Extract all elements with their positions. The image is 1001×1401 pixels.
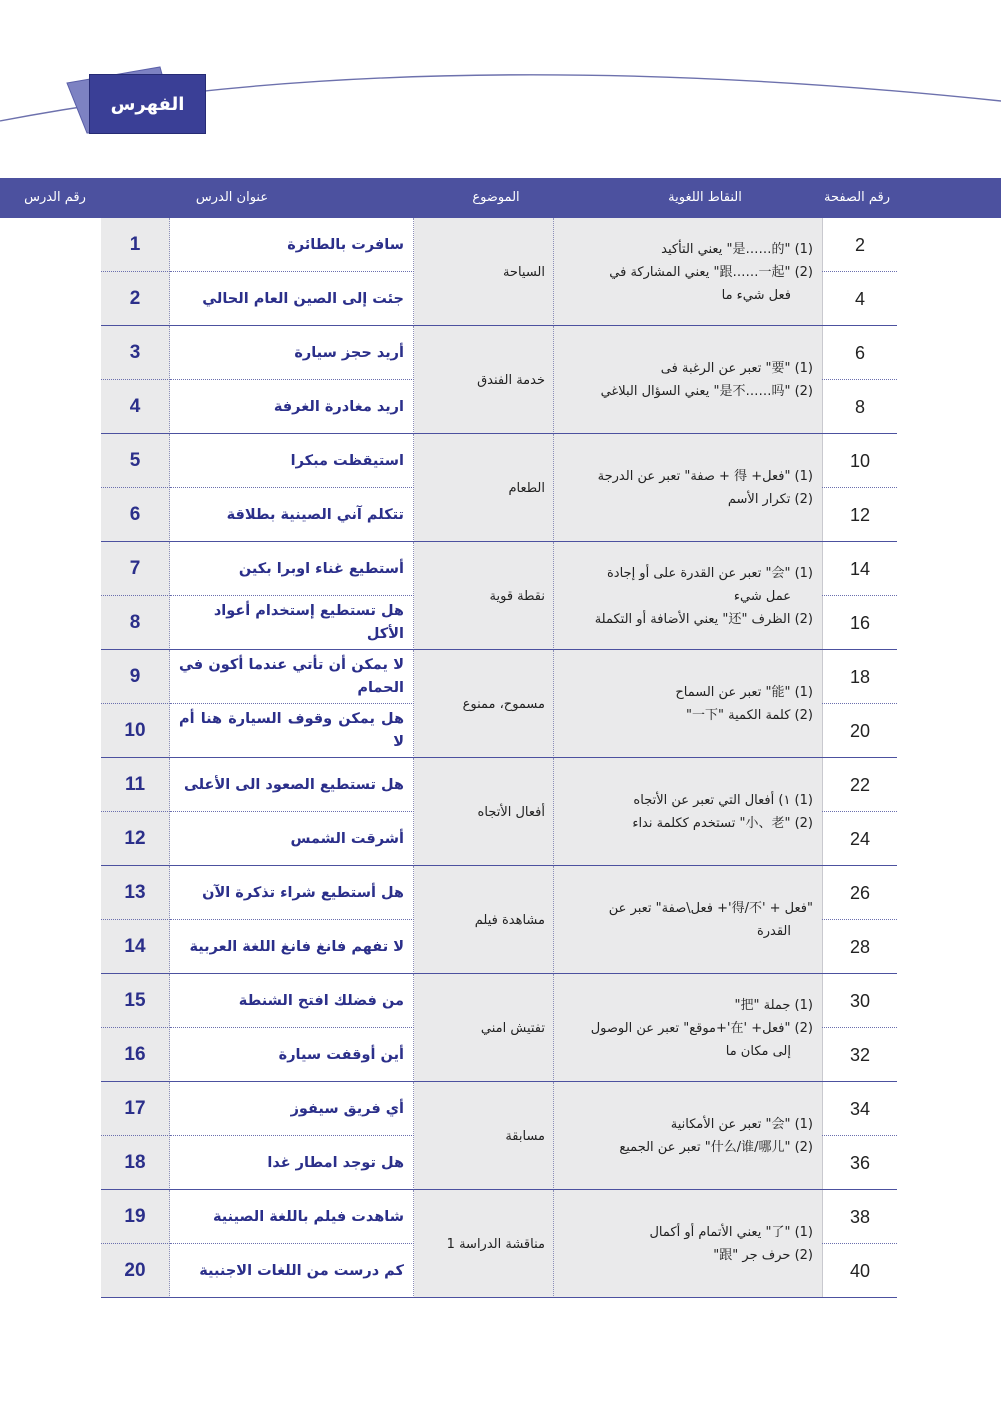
grammar-line: فعل شيء ما — [721, 287, 791, 303]
row-divider — [822, 595, 897, 596]
page-number: 38 — [849, 1206, 871, 1227]
page-number-cell — [823, 542, 897, 596]
topic-text: مشاهدة فيلم — [474, 912, 545, 928]
toc-group — [101, 218, 897, 326]
page-number-cell — [823, 866, 897, 920]
grammar-points — [554, 542, 822, 650]
grammar-column — [554, 326, 822, 434]
toc-group — [101, 650, 897, 758]
lesson-number: 4 — [129, 396, 141, 417]
page-number-cell — [823, 974, 897, 1028]
page-number: 4 — [854, 288, 865, 309]
toc-group — [101, 1190, 897, 1298]
page-number-cell — [823, 326, 897, 380]
row-divider — [101, 487, 170, 488]
row-divider — [101, 1243, 170, 1244]
grammar-line: (2) "فعل+ '在'+موقع" تعبر عن الوصول — [590, 1020, 813, 1036]
lesson-title-column — [170, 974, 414, 1082]
grammar-line: (2) "是不……吗" يعني السؤال البلاغي — [600, 384, 813, 399]
lesson-title[interactable]: أستطيع غناء اوبرا بكين — [238, 560, 404, 577]
lesson-number: 2 — [129, 288, 141, 309]
lesson-number-column — [101, 218, 170, 326]
lesson-title-cell — [170, 1028, 413, 1082]
grammar-column — [554, 542, 822, 650]
page-number-cell — [823, 1136, 897, 1190]
page-number: 36 — [849, 1152, 871, 1173]
page-number-column — [822, 542, 897, 650]
grammar-line: (2) كلمة الكمية "一下" — [686, 708, 813, 723]
page-number: 26 — [849, 882, 871, 903]
page-number-cell — [823, 596, 897, 650]
toc-group — [101, 758, 897, 866]
lesson-title-column — [170, 866, 414, 974]
lesson-number-cell — [101, 920, 169, 974]
lesson-title[interactable]: هل أستطيع شراء تذكرة الآن — [202, 884, 404, 901]
lesson-number: 11 — [124, 774, 146, 795]
header-page-number: رقم الصفحة — [823, 190, 891, 205]
grammar-column — [554, 974, 822, 1082]
page-number-cell — [823, 218, 897, 272]
grammar-line: (2) حرف جر "跟" — [713, 1248, 813, 1263]
page-number-column — [822, 1082, 897, 1190]
grammar-line: (2) تكرار الأسم — [727, 492, 813, 507]
lesson-number: 16 — [124, 1044, 146, 1065]
lesson-number: 18 — [124, 1152, 146, 1173]
row-divider — [822, 379, 897, 380]
page-number-cell — [823, 1082, 897, 1136]
toc-rows — [101, 218, 897, 1296]
page-number-column — [822, 434, 897, 542]
lesson-number-column — [101, 1190, 170, 1298]
lesson-number-cell — [101, 542, 169, 596]
topic-column — [414, 326, 554, 434]
lesson-number-cell — [101, 434, 169, 488]
topic-text: الطعام — [508, 480, 545, 496]
table-header — [0, 178, 1001, 218]
lesson-number-cell — [101, 1190, 169, 1244]
page-number-cell — [823, 488, 897, 542]
topic-column — [414, 758, 554, 866]
grammar-line: (1) "要" تعبر عن الرغبة فى — [660, 361, 813, 376]
row-divider — [101, 919, 170, 920]
lesson-title-cell — [170, 1190, 413, 1244]
grammar-column — [554, 434, 822, 542]
lesson-title[interactable]: اريد مغادرة الغرفة — [273, 398, 404, 415]
grammar-line: (2) "什么/谁/哪儿" تعبر عن الجميع — [619, 1140, 813, 1155]
page-title-text: الفهرس — [110, 93, 185, 115]
grammar-line: (1) "能" تعبر عن السماح — [675, 685, 813, 700]
page-number-column — [822, 650, 897, 758]
toc-group — [101, 542, 897, 650]
page-number-cell — [823, 1190, 897, 1244]
grammar-points — [554, 1190, 822, 1298]
lesson-title-cell — [170, 920, 413, 974]
lesson-title[interactable]: تتكلم آني الصينية بطلاقة — [226, 506, 404, 523]
page-number-cell — [823, 272, 897, 326]
lesson-title[interactable]: هل يمكن وقوف السيارة هنا أم لا — [179, 711, 404, 750]
row-divider — [101, 1027, 170, 1028]
grammar-points — [554, 974, 822, 1082]
lesson-number-cell — [101, 1082, 169, 1136]
page-number: 28 — [849, 936, 871, 957]
lesson-number-cell — [101, 866, 169, 920]
lesson-title-cell — [170, 596, 413, 650]
page-number: 34 — [849, 1098, 871, 1119]
grammar-points — [554, 866, 822, 974]
lesson-title[interactable]: أي فريق سيفوز — [290, 1100, 404, 1117]
grammar-line: (1) ١) أفعال التي تعبر عن الأتجاه — [633, 793, 813, 808]
group-divider — [101, 1297, 897, 1298]
page-number: 6 — [854, 342, 865, 363]
row-divider — [170, 1135, 414, 1136]
row-divider — [170, 703, 414, 704]
lesson-title-cell — [170, 866, 413, 920]
page-number: 30 — [849, 990, 871, 1011]
topic-column — [414, 866, 554, 974]
grammar-line: (1) "会" تعبر عن القدرة على أو إجادة — [606, 565, 813, 581]
lesson-number: 8 — [129, 612, 141, 633]
topic-text: مسابقة — [505, 1128, 545, 1144]
page-number-cell — [823, 704, 897, 758]
lesson-title[interactable]: كم درست من اللغات الاجنبية — [199, 1262, 404, 1279]
lesson-number: 20 — [124, 1260, 146, 1281]
page-number-cell — [823, 1244, 897, 1298]
lesson-number-cell — [101, 380, 169, 434]
grammar-column — [554, 866, 822, 974]
topic-column — [414, 434, 554, 542]
lesson-number: 10 — [124, 720, 146, 741]
grammar-points — [554, 650, 822, 758]
row-divider — [101, 379, 170, 380]
lesson-number-column — [101, 650, 170, 758]
grammar-column — [554, 218, 822, 326]
page-number: 12 — [849, 504, 871, 525]
lesson-number-cell — [101, 326, 169, 380]
lesson-number-column — [101, 866, 170, 974]
page-number-column — [822, 1190, 897, 1298]
lesson-title-cell — [170, 704, 413, 758]
page-number-cell — [823, 1028, 897, 1082]
toc-group — [101, 866, 897, 974]
topic-text: نقطة قوية — [489, 588, 545, 604]
lesson-number-cell — [101, 596, 169, 650]
lesson-title-cell — [170, 974, 413, 1028]
lesson-number-cell — [101, 650, 169, 704]
lesson-title-column — [170, 326, 414, 434]
toc-group — [101, 434, 897, 542]
toc-group — [101, 1082, 897, 1190]
page-number: 10 — [849, 450, 871, 471]
lesson-title-cell — [170, 218, 413, 272]
lesson-number-cell — [101, 974, 169, 1028]
lesson-title-column — [170, 218, 414, 326]
grammar-column — [554, 1082, 822, 1190]
lesson-title[interactable]: لا تفهم فانغ فانغ اللغة العربية — [189, 938, 404, 955]
lesson-title-cell — [170, 326, 413, 380]
topic-column — [414, 1082, 554, 1190]
lesson-title-column — [170, 650, 414, 758]
lesson-number: 17 — [124, 1098, 146, 1119]
page-title — [89, 74, 206, 134]
lesson-number-cell — [101, 1136, 169, 1190]
lesson-title[interactable]: هل توجد امطار غدا — [267, 1154, 404, 1171]
lesson-number: 9 — [129, 666, 141, 687]
grammar-column — [554, 758, 822, 866]
lesson-number-cell — [101, 758, 169, 812]
toc-group — [101, 326, 897, 434]
row-divider — [170, 1027, 414, 1028]
lesson-number-column — [101, 326, 170, 434]
grammar-line: "فعل + '得/不'+ فعل\صفة" تعبر عن — [608, 901, 813, 916]
lesson-title-cell — [170, 758, 413, 812]
page-number-cell — [823, 812, 897, 866]
topic-text: خدمة الفندق — [477, 372, 545, 388]
lesson-title[interactable]: لا يمكن أن تأتي عندما أكون في الحمام — [179, 657, 404, 696]
page-number-cell — [823, 380, 897, 434]
row-divider — [101, 271, 170, 272]
lesson-title-column — [170, 1082, 414, 1190]
topic-column — [414, 974, 554, 1082]
row-divider — [170, 379, 414, 380]
page-number: 14 — [849, 558, 871, 579]
lesson-number-cell — [101, 272, 169, 326]
lesson-number: 5 — [129, 450, 141, 471]
topic-column — [414, 542, 554, 650]
grammar-line: (2) "跟……一起" يعني المشاركة في — [609, 264, 813, 280]
lesson-number-cell — [101, 812, 169, 866]
row-divider — [101, 703, 170, 704]
lesson-title[interactable]: أشرقت الشمس — [290, 830, 404, 847]
grammar-line: (1) "فعل+ 得 + صفة" تعبر عن الدرجة — [597, 469, 813, 484]
page-number: 32 — [849, 1044, 871, 1065]
lesson-number-column — [101, 434, 170, 542]
row-divider — [822, 919, 897, 920]
toc-group — [101, 974, 897, 1082]
page-number-column — [822, 218, 897, 326]
row-divider — [170, 271, 414, 272]
page-number-cell — [823, 758, 897, 812]
lesson-title[interactable]: هل تستطيع الصعود الى الأعلى — [183, 776, 404, 793]
topic-text: تفتيش امني — [480, 1020, 545, 1036]
header-lesson-title: عنوان الدرس — [195, 190, 269, 205]
lesson-number-cell — [101, 488, 169, 542]
lesson-title-cell — [170, 488, 413, 542]
grammar-points — [554, 218, 822, 326]
lesson-number-column — [101, 1082, 170, 1190]
lesson-number: 12 — [124, 828, 146, 849]
page-number: 24 — [849, 828, 871, 849]
row-divider — [170, 1243, 414, 1244]
page-number-cell — [823, 434, 897, 488]
page-number: 18 — [849, 666, 871, 687]
header-grammar: النقاط اللغوية — [668, 190, 742, 205]
header-topic: الموضوع — [472, 190, 520, 205]
lesson-number: 19 — [124, 1206, 146, 1227]
grammar-line: (2) الظرف "还" يعني الأضافة أو التكملة — [594, 611, 813, 627]
topic-column — [414, 1190, 554, 1298]
page-number: 40 — [849, 1260, 871, 1281]
toc-table — [101, 218, 897, 1296]
lesson-number: 14 — [124, 936, 146, 957]
page-number: 8 — [854, 396, 865, 417]
row-divider — [170, 595, 414, 596]
page-number: 20 — [849, 720, 871, 741]
lesson-title[interactable]: هل تستطيع إستخدام أعواد الأكل — [213, 603, 404, 642]
grammar-line: القدرة — [756, 924, 791, 939]
lesson-title-cell — [170, 1136, 413, 1190]
lesson-title-column — [170, 434, 414, 542]
lesson-number: 3 — [129, 342, 141, 363]
page-number-cell — [823, 650, 897, 704]
row-divider — [822, 1135, 897, 1136]
lesson-number: 6 — [129, 504, 141, 525]
topic-text: السياحة — [502, 264, 545, 280]
lesson-title-cell — [170, 272, 413, 326]
lesson-title-cell — [170, 650, 413, 704]
lesson-title[interactable]: استيقظت مبكرا — [290, 452, 404, 469]
lesson-title-cell — [170, 1082, 413, 1136]
lesson-number-cell — [101, 1244, 169, 1298]
lesson-title-column — [170, 758, 414, 866]
topic-column — [414, 650, 554, 758]
lesson-number-column — [101, 758, 170, 866]
grammar-points — [554, 326, 822, 434]
row-divider — [170, 919, 414, 920]
lesson-title[interactable]: أين أوقفت سيارة — [278, 1046, 404, 1063]
topic-text: مناقشة الدراسة 1 — [446, 1236, 545, 1252]
lesson-number: 13 — [124, 882, 146, 903]
lesson-title[interactable]: شاهدت فيلم باللغة الصينية — [212, 1208, 404, 1225]
row-divider — [101, 1135, 170, 1136]
grammar-line: (1) "会" تعبر عن الأمكانية — [670, 1117, 813, 1132]
lesson-title[interactable]: سافرت بالطائرة — [287, 236, 404, 253]
grammar-column — [554, 1190, 822, 1298]
page-number-cell — [823, 920, 897, 974]
lesson-title-cell — [170, 1244, 413, 1298]
page-number: 22 — [849, 774, 871, 795]
row-divider — [101, 595, 170, 596]
lesson-title-cell — [170, 812, 413, 866]
lesson-title[interactable]: أريد حجز سيارة — [294, 344, 404, 361]
row-divider — [822, 703, 897, 704]
row-divider — [101, 811, 170, 812]
page-number: 2 — [854, 234, 865, 255]
grammar-points — [554, 1082, 822, 1190]
lesson-number-column — [101, 974, 170, 1082]
row-divider — [822, 1027, 897, 1028]
row-divider — [822, 811, 897, 812]
header-lesson-number: رقم الدرس — [24, 190, 86, 205]
grammar-line: عمل شيء — [733, 588, 791, 604]
page-number: 16 — [849, 612, 871, 633]
lesson-number-cell — [101, 218, 169, 272]
lesson-number: 1 — [129, 234, 141, 255]
grammar-line: (1) "了" يعني الأتمام أو أكمال — [649, 1225, 813, 1240]
lesson-title-cell — [170, 542, 413, 596]
grammar-points — [554, 758, 822, 866]
lesson-number: 7 — [129, 558, 141, 579]
grammar-points — [554, 434, 822, 542]
lesson-title-column — [170, 1190, 414, 1298]
page-number-column — [822, 758, 897, 866]
topic-column — [414, 218, 554, 326]
grammar-line: إلى مكان ما — [725, 1043, 791, 1059]
grammar-line: (1) "是……的" يعني التأكيد — [661, 241, 813, 257]
lesson-title[interactable]: جئت إلى الصين العام الحالي — [202, 290, 404, 307]
page-number-column — [822, 866, 897, 974]
topic-text: مسموح، ممنوع — [462, 696, 545, 712]
row-divider — [170, 811, 414, 812]
lesson-number-column — [101, 542, 170, 650]
grammar-column — [554, 650, 822, 758]
lesson-title-column — [170, 542, 414, 650]
page-number-column — [822, 974, 897, 1082]
topic-text: أفعال الأتجاه — [477, 804, 545, 820]
lesson-number: 15 — [124, 990, 146, 1011]
row-divider — [822, 487, 897, 488]
row-divider — [170, 487, 414, 488]
lesson-title[interactable]: من فضلك افتح الشنطة — [238, 992, 404, 1009]
grammar-line: (1) جملة "把" — [734, 997, 813, 1013]
grammar-line: (2) "小、老" تستخدم ككلمة نداء — [632, 816, 813, 831]
lesson-title-cell — [170, 434, 413, 488]
lesson-number-cell — [101, 1028, 169, 1082]
page-number-column — [822, 326, 897, 434]
row-divider — [822, 1243, 897, 1244]
lesson-title-cell — [170, 380, 413, 434]
lesson-number-cell — [101, 704, 169, 758]
row-divider — [822, 271, 897, 272]
